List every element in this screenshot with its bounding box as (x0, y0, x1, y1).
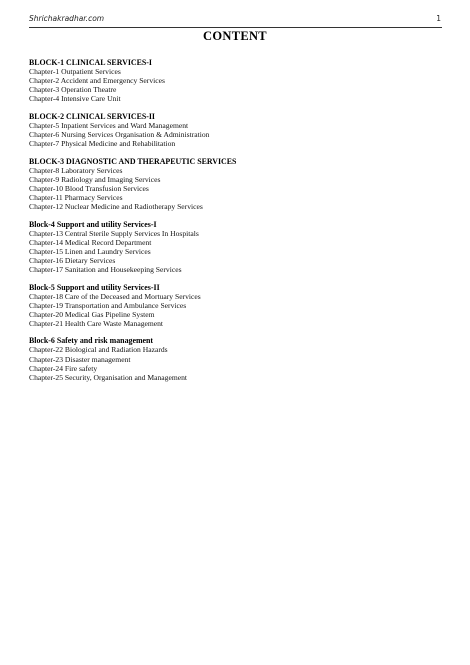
block-heading: BLOCK-1 CLINICAL SERVICES-I (29, 58, 152, 67)
chapter-entry: Chapter-24 Fire safety (29, 363, 98, 373)
chapter-entry: Chapter-14 Medical Record Department (29, 237, 152, 247)
chapter-entry: Chapter-18 Care of the Deceased and Mortuary Services (29, 291, 201, 301)
block-heading: Block-6 Safety and risk management (29, 336, 154, 346)
block-heading: Block-4 Support and utility Services-I (29, 219, 157, 229)
chapter-entry: Chapter-20 Medical Gas Pipeline System (29, 309, 155, 319)
page-header (29, 13, 442, 28)
chapter-entry: Chapter-10 Blood Transfusion Services (29, 183, 149, 193)
chapter-entry: Chapter-3 Operation Theatre (29, 85, 117, 95)
chapter-entry: Chapter-11 Pharmacy Services (29, 193, 123, 202)
chapter-entry: Chapter-6 Nursing Services Organisation & Administration (29, 130, 210, 140)
toc-block (29, 157, 439, 212)
block-heading: BLOCK-3 DIAGNOSTIC AND THERAPEUTIC SERVICES (29, 156, 237, 166)
chapter-entry: Chapter-12 Nuclear Medicine and Radiotherapy Services (29, 202, 203, 212)
chapter-entry: Chapter-22 Biological and Radiation Hazards (29, 345, 168, 355)
chapter-entry: Chapter-7 Physical Medicine and Rehabilitation (29, 139, 176, 149)
page-number: 1 (436, 14, 441, 23)
chapter-entry: Chapter-9 Radiology and Imaging Services (29, 174, 161, 184)
chapter-entry: Chapter-8 Laboratory Services (29, 165, 123, 175)
chapter-entry: Chapter-1 Outpatient Services (29, 67, 121, 77)
chapter-entry: Chapter-13 Central Sterile Supply Services In Hospitals (29, 228, 199, 238)
toc-block (29, 220, 439, 275)
chapter-entry: Chapter-19 Transportation and Ambulance Services (29, 300, 187, 310)
toc-block (29, 58, 439, 103)
chapter-entry: Chapter-2 Accident and Emergency Services (29, 76, 165, 86)
table-of-contents (29, 58, 439, 390)
toc-block (29, 283, 439, 328)
chapter-entry: Chapter-17 Sanitation and Housekeeping Services (29, 265, 182, 275)
chapter-entry: Chapter-4 Intensive Care Unit (29, 94, 121, 104)
toc-block (29, 112, 439, 148)
toc-block (29, 336, 439, 381)
chapter-entry: Chapter-16 Dietary Services (29, 255, 116, 265)
chapter-entry: Chapter-25 Security, Organisation and Management (29, 372, 188, 382)
chapter-entry: Chapter-15 Linen and Laundry Services (29, 246, 151, 256)
chapter-entry: Chapter-23 Disaster management (29, 354, 131, 364)
header-site-name: Shrichakradhar.com (29, 14, 105, 23)
page-title: CONTENT (203, 29, 267, 43)
block-heading: BLOCK-2 CLINICAL SERVICES-II (29, 111, 156, 121)
chapter-entry: Chapter-21 Health Care Waste Management (29, 318, 164, 328)
block-heading: Block-5 Support and utility Services-II (29, 282, 160, 292)
chapter-entry: Chapter-5 Inpatient Services and Ward Management (29, 120, 189, 130)
